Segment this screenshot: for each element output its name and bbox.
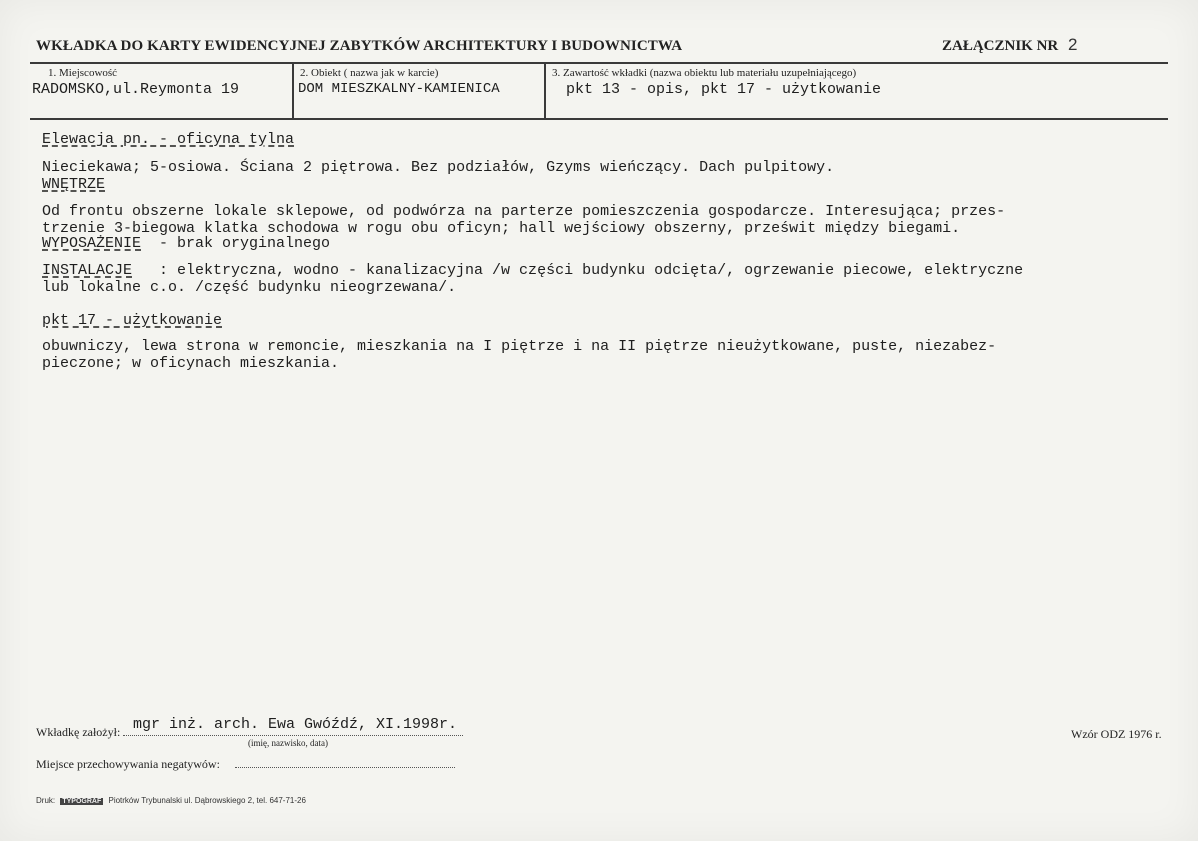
header-rule-top (30, 62, 1168, 64)
text-line: Nieciekawa; 5-osiowa. Ściana 2 piętrowa. Bez podziałów, Gzyms wieńczący. Dach pulpitowy. (42, 159, 835, 176)
text-line: trzenie 3-biegowa klatka schodowa w rogu obu oficyn; hall wejściowy obszerny, prześwit między biegami. (42, 220, 961, 237)
negatives-location-label: Miejsce przechowywania negatywów: (36, 757, 220, 771)
text-line: Od frontu obszerne lokale sklepowe, od podwórza na parterze pomieszczenia gospodarcze. Interesująca; przes- (42, 203, 1006, 220)
negatives-location-dotted-line (235, 767, 455, 768)
text-line: obuwniczy, lewa strona w remoncie, mieszkania na I piętrze i na II piętrze nieużytkowane, puste, niezabez- (42, 338, 997, 355)
created-by-hint: (imię, nazwisko, data) (248, 738, 328, 748)
field-value-contents: pkt 13 - opis, pkt 17 - użytkowanie (566, 81, 882, 98)
field-value-locality: RADOMSKO,ul.Reymonta 19 (32, 81, 240, 98)
header-rule-bottom (30, 118, 1168, 120)
printer-imprint (36, 796, 306, 805)
text-installations: : elektryczna, wodno - kanalizacyjna /w części budynku odcięta/, ogrzewanie piecowe, elektryczne (150, 262, 1024, 279)
heading-usage: pkt 17 - użytkowanie (42, 312, 223, 329)
annex-number: 2 (1068, 35, 1078, 54)
field-value-object: DOM MIESZKALNY-KAMIENICA (298, 81, 500, 97)
created-by-value: mgr inż. arch. Ewa Gwóźdź, XI.1998r. (133, 716, 458, 733)
field-label-contents: 3. Zawartość wkładki (nazwa obiektu lub materiału uzupełniającego) (552, 67, 857, 79)
annex-label: ZAŁĄCZNIK NR (942, 38, 1059, 54)
heading-equipment: WYPOSAŻENIE (42, 235, 142, 252)
field-divider-1 (292, 62, 294, 119)
created-by-dotted-line (123, 735, 463, 736)
text-equipment: - brak oryginalnego (150, 235, 331, 252)
field-label-object: 2. Obiekt ( nazwa jak w karcie) (300, 67, 439, 79)
field-label-locality: 1. Miejscowość (48, 67, 118, 79)
printer-prefix: Druk: (36, 796, 56, 805)
text-line: pieczone; w oficynach mieszkania. (42, 355, 340, 372)
form-model: Wzór ODZ 1976 r. (1071, 727, 1162, 741)
text-line: lub lokalne c.o. /część budynku nieogrzewana/. (42, 279, 457, 296)
document-title: WKŁADKA DO KARTY EWIDENCYJNEJ ZABYTKÓW ARCHITEKTURY I BUDOWNICTWA (36, 38, 683, 54)
heading-installations: INSTALACJE (42, 262, 133, 279)
printer-logo: TYPOGRAF (62, 798, 102, 805)
heading-north-elevation: Elewacja pn. - oficyna tylna (42, 131, 295, 148)
created-by-label: Wkładkę założył: (36, 725, 121, 739)
printer-address: Piotrków Trybunalski ul. Dąbrowskiego 2, tel. 647-71-26 (108, 796, 306, 805)
field-divider-2 (544, 62, 546, 119)
heading-interior: WNĘTRZE (42, 176, 106, 193)
